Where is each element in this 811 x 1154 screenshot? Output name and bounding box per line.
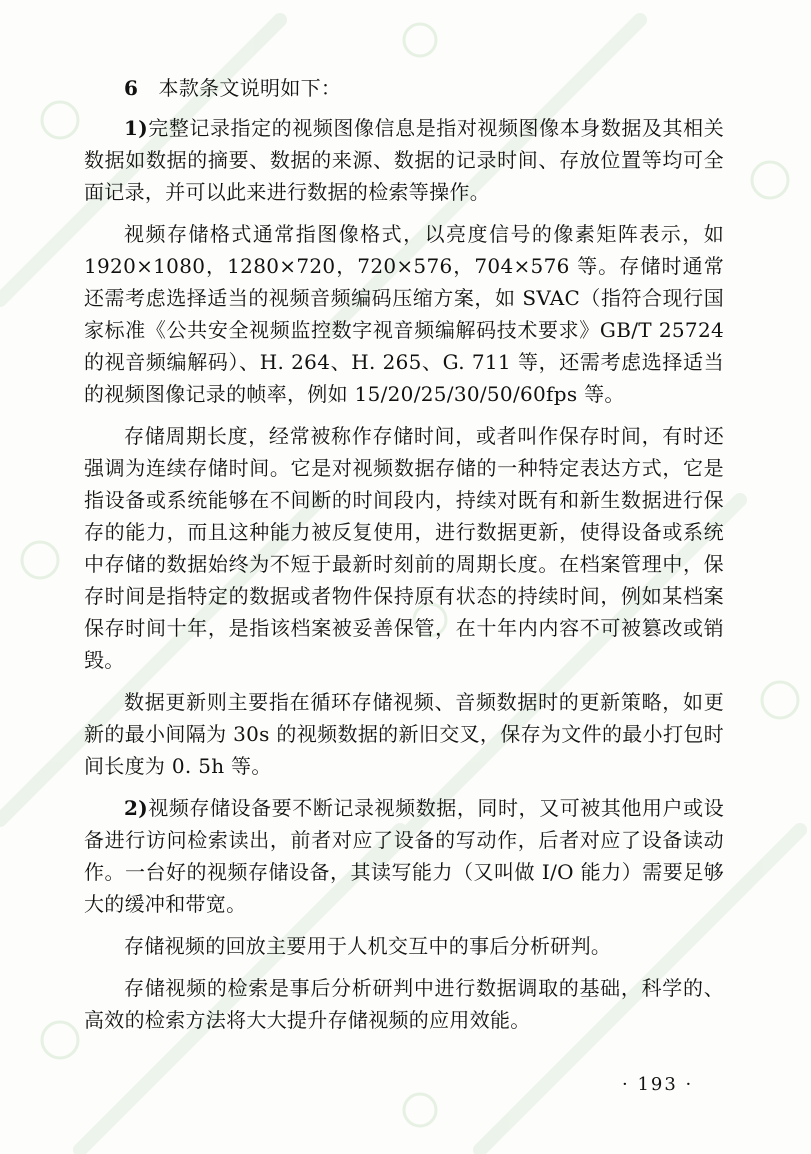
document-body [84,72,724,1046]
paragraph-2: 视频存储格式通常指图像格式，以亮度信号的像素矩阵表示，如 1920×1080，1280×720，720×576，704×576 等。存储时通常还需考虑选择适当的视频音频编码压缩方案，如 SVAC（指符合现行国家标准《公共安全视频监控数字视音频编解码技术要求》GB/T 25724 的视音频编解码）、H. 264、H. 265、G. 711 等，还需考虑选择适当的视频图像记录的帧率，例如 15/20/25/30/50/60fps 等。 [84,222,724,406]
paragraph-3: 存储周期长度，经常被称作存储时间，或者叫作保存时间，有时还强调为连续存储时间。它是对视频数据存储的一种特定表达方式，它是指设备或系统能够在不间断的时间段内，持续对既有和新生数据进行保存的能力，而且这种能力被反复使用，进行数据更新，使得设备或系统中存储的数据始终为不短于最新时刻前的周期长度。在档案管理中，保存时间是指特定的数据或者物件保持原有状态的持续时间，例如某档案保存时间十年，是指该档案被妥善保管，在十年内内容不可被篡改或销毁。 [84,424,724,672]
paragraph-4: 数据更新则主要指在循环存储视频、音频数据时的更新策略，如更新的最小间隔为 30s 的视频数据的新旧交叉，保存为文件的最小打包时间长度为 0. 5h 等。 [84,690,724,778]
section-number: 6 [124,76,139,100]
item-number: 1) [124,116,148,140]
paragraph-7: 存储视频的检索是事后分析研判中进行数据调取的基础，科学的、高效的检索方法将大大提升存储视频的应用效能。 [84,976,724,1032]
paragraph-6: 存储视频的回放主要用于人机交互中的事后分析研判。 [124,934,612,958]
section-heading [84,72,724,104]
paragraph-1: 1)完整记录指定的视频图像信息是指对视频图像本身数据及其相关数据如数据的摘要、数据的来源、数据的记录时间、存放位置等均可全面记录，并可以此来进行数据的检索等操作。 [84,116,724,204]
paragraph-5: 2)视频存储设备要不断记录视频数据，同时，又可被其他用户或设备进行访问检索读出，前者对应了设备的写动作，后者对应了设备读动作。一台好的视频存储设备，其读写能力（又叫做 I/O 能力）需要足够大的缓冲和带宽。 [84,796,724,916]
item-number: 2) [124,796,148,820]
page-number: · 193 · [622,1074,694,1095]
section-heading-text: 本款条文说明如下： [158,76,342,100]
